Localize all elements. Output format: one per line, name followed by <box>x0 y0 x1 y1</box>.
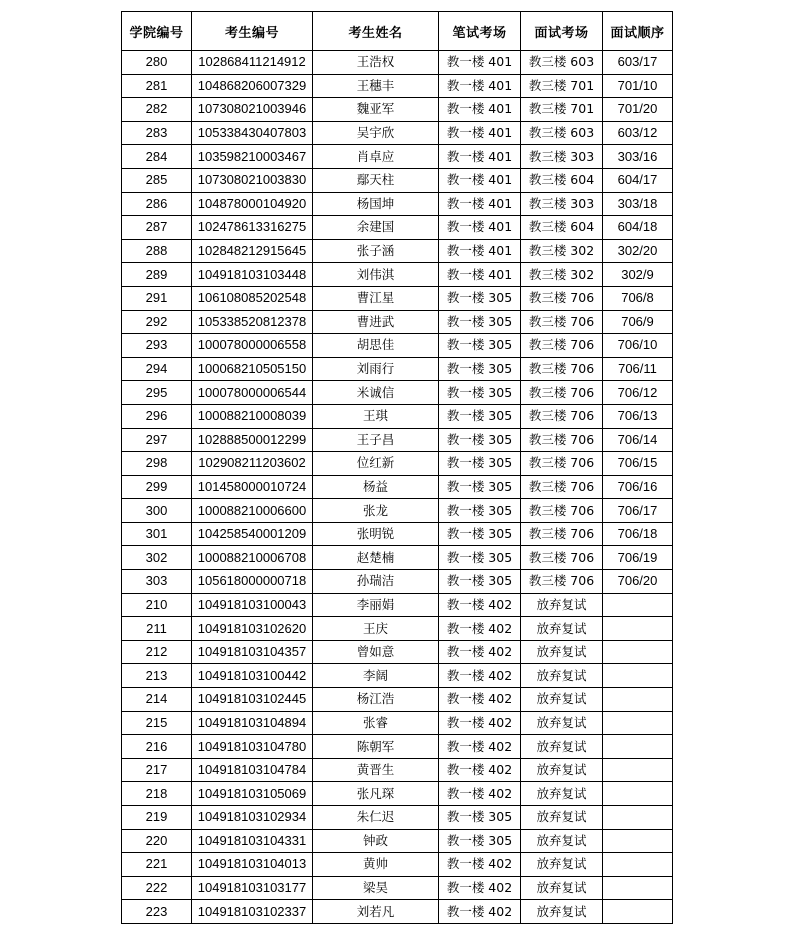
cell-college-id: 303 <box>122 570 192 594</box>
cell-written-exam-room: 教一楼 305 <box>439 286 521 310</box>
cell-interview-order: 603/12 <box>603 121 673 145</box>
cell-candidate-name: 曾如意 <box>313 640 439 664</box>
cell-candidate-name: 孙瑞洁 <box>313 570 439 594</box>
table-row <box>122 452 673 476</box>
cell-written-exam-room: 教一楼 305 <box>439 806 521 830</box>
cell-candidate-id: 104918103104331 <box>192 829 313 853</box>
cell-written-exam-room: 教一楼 401 <box>439 98 521 122</box>
table-row <box>122 51 673 75</box>
cell-candidate-id: 104878000104920 <box>192 192 313 216</box>
cell-college-id: 222 <box>122 876 192 900</box>
cell-interview-order <box>603 688 673 712</box>
exam-schedule-table <box>121 11 673 924</box>
cell-interview-room: 教三楼 706 <box>521 334 603 358</box>
cell-interview-room: 教三楼 706 <box>521 452 603 476</box>
cell-college-id: 212 <box>122 640 192 664</box>
cell-written-exam-room: 教一楼 402 <box>439 617 521 641</box>
cell-college-id: 301 <box>122 522 192 546</box>
cell-interview-room: 放弃复试 <box>521 593 603 617</box>
cell-candidate-id: 104918103102620 <box>192 617 313 641</box>
cell-candidate-name: 吴宇欣 <box>313 121 439 145</box>
cell-candidate-id: 104918103100442 <box>192 664 313 688</box>
table-row <box>122 900 673 924</box>
cell-candidate-name: 李丽娟 <box>313 593 439 617</box>
cell-candidate-name: 黄晋生 <box>313 758 439 782</box>
cell-written-exam-room: 教一楼 402 <box>439 593 521 617</box>
table-row <box>122 522 673 546</box>
cell-college-id: 219 <box>122 806 192 830</box>
cell-candidate-name: 王琪 <box>313 404 439 428</box>
table-row <box>122 168 673 192</box>
cell-college-id: 221 <box>122 853 192 877</box>
cell-interview-room: 放弃复试 <box>521 853 603 877</box>
table-row <box>122 664 673 688</box>
cell-interview-room: 教三楼 706 <box>521 310 603 334</box>
table-row <box>122 310 673 334</box>
cell-candidate-name: 曹进武 <box>313 310 439 334</box>
cell-written-exam-room: 教一楼 401 <box>439 145 521 169</box>
cell-interview-room: 放弃复试 <box>521 806 603 830</box>
table-row <box>122 570 673 594</box>
cell-candidate-id: 104918103102934 <box>192 806 313 830</box>
cell-interview-room: 教三楼 604 <box>521 168 603 192</box>
cell-interview-order: 604/17 <box>603 168 673 192</box>
cell-candidate-name: 魏亚军 <box>313 98 439 122</box>
cell-candidate-name: 余建国 <box>313 216 439 240</box>
cell-candidate-id: 105618000000718 <box>192 570 313 594</box>
table-row <box>122 216 673 240</box>
cell-candidate-name: 刘雨行 <box>313 357 439 381</box>
cell-candidate-name: 米诚信 <box>313 381 439 405</box>
cell-college-id: 218 <box>122 782 192 806</box>
cell-interview-order: 302/20 <box>603 239 673 263</box>
cell-interview-order: 706/16 <box>603 475 673 499</box>
cell-interview-room: 教三楼 706 <box>521 522 603 546</box>
cell-interview-room: 教三楼 302 <box>521 263 603 287</box>
cell-college-id: 280 <box>122 51 192 75</box>
cell-written-exam-room: 教一楼 402 <box>439 876 521 900</box>
cell-interview-room: 放弃复试 <box>521 688 603 712</box>
table-row <box>122 428 673 452</box>
cell-candidate-id: 100088210006600 <box>192 499 313 523</box>
cell-interview-room: 放弃复试 <box>521 876 603 900</box>
cell-interview-order: 706/9 <box>603 310 673 334</box>
cell-college-id: 214 <box>122 688 192 712</box>
cell-candidate-name: 刘若凡 <box>313 900 439 924</box>
table-row <box>122 758 673 782</box>
cell-candidate-id: 102868411214912 <box>192 51 313 75</box>
cell-college-id: 286 <box>122 192 192 216</box>
cell-interview-order <box>603 782 673 806</box>
table-row <box>122 853 673 877</box>
cell-candidate-id: 107308021003830 <box>192 168 313 192</box>
cell-interview-order: 706/18 <box>603 522 673 546</box>
cell-interview-order <box>603 711 673 735</box>
cell-interview-room: 教三楼 706 <box>521 428 603 452</box>
table-row <box>122 876 673 900</box>
cell-college-id: 213 <box>122 664 192 688</box>
cell-college-id: 281 <box>122 74 192 98</box>
cell-college-id: 223 <box>122 900 192 924</box>
cell-interview-order <box>603 664 673 688</box>
cell-candidate-name: 王庆 <box>313 617 439 641</box>
cell-candidate-id: 100088210008039 <box>192 404 313 428</box>
cell-written-exam-room: 教一楼 401 <box>439 168 521 192</box>
cell-interview-room: 教三楼 706 <box>521 475 603 499</box>
cell-candidate-id: 101458000010724 <box>192 475 313 499</box>
cell-written-exam-room: 教一楼 401 <box>439 74 521 98</box>
cell-written-exam-room: 教一楼 402 <box>439 735 521 759</box>
cell-interview-room: 教三楼 706 <box>521 570 603 594</box>
cell-interview-room: 放弃复试 <box>521 900 603 924</box>
cell-written-exam-room: 教一楼 401 <box>439 216 521 240</box>
cell-interview-order: 706/10 <box>603 334 673 358</box>
cell-interview-room: 教三楼 701 <box>521 98 603 122</box>
cell-interview-order: 706/14 <box>603 428 673 452</box>
cell-interview-room: 教三楼 603 <box>521 51 603 75</box>
cell-interview-order <box>603 617 673 641</box>
table-row <box>122 806 673 830</box>
cell-interview-room: 教三楼 706 <box>521 546 603 570</box>
cell-interview-order: 706/20 <box>603 570 673 594</box>
cell-interview-room: 放弃复试 <box>521 617 603 641</box>
table-row <box>122 145 673 169</box>
cell-college-id: 299 <box>122 475 192 499</box>
cell-candidate-name: 梁昊 <box>313 876 439 900</box>
header-college-id: 学院编号 <box>122 12 192 51</box>
cell-written-exam-room: 教一楼 305 <box>439 829 521 853</box>
cell-candidate-name: 张凡琛 <box>313 782 439 806</box>
cell-college-id: 291 <box>122 286 192 310</box>
cell-interview-order: 604/18 <box>603 216 673 240</box>
cell-candidate-name: 张睿 <box>313 711 439 735</box>
cell-written-exam-room: 教一楼 305 <box>439 428 521 452</box>
cell-written-exam-room: 教一楼 305 <box>439 310 521 334</box>
cell-college-id: 211 <box>122 617 192 641</box>
cell-college-id: 210 <box>122 593 192 617</box>
cell-candidate-id: 103598210003467 <box>192 145 313 169</box>
cell-candidate-name: 鄢天柱 <box>313 168 439 192</box>
cell-college-id: 288 <box>122 239 192 263</box>
cell-written-exam-room: 教一楼 305 <box>439 452 521 476</box>
table-row <box>122 98 673 122</box>
header-interview-order: 面试顺序 <box>603 12 673 51</box>
cell-written-exam-room: 教一楼 401 <box>439 239 521 263</box>
cell-candidate-id: 102478613316275 <box>192 216 313 240</box>
cell-candidate-id: 104918103104894 <box>192 711 313 735</box>
cell-written-exam-room: 教一楼 305 <box>439 357 521 381</box>
cell-candidate-id: 105338520812378 <box>192 310 313 334</box>
table-row <box>122 286 673 310</box>
cell-candidate-id: 107308021003946 <box>192 98 313 122</box>
table-row <box>122 688 673 712</box>
cell-college-id: 215 <box>122 711 192 735</box>
cell-interview-order <box>603 876 673 900</box>
cell-college-id: 289 <box>122 263 192 287</box>
table-row <box>122 121 673 145</box>
cell-interview-room: 教三楼 604 <box>521 216 603 240</box>
cell-written-exam-room: 教一楼 402 <box>439 853 521 877</box>
cell-candidate-name: 朱仁迟 <box>313 806 439 830</box>
cell-candidate-name: 黄帅 <box>313 853 439 877</box>
cell-candidate-name: 胡思佳 <box>313 334 439 358</box>
header-row <box>122 12 673 51</box>
cell-candidate-name: 肖卓应 <box>313 145 439 169</box>
cell-written-exam-room: 教一楼 305 <box>439 522 521 546</box>
cell-interview-room: 教三楼 706 <box>521 381 603 405</box>
cell-written-exam-room: 教一楼 305 <box>439 381 521 405</box>
cell-candidate-name: 赵楚楠 <box>313 546 439 570</box>
table-row <box>122 192 673 216</box>
cell-candidate-name: 曹江星 <box>313 286 439 310</box>
cell-written-exam-room: 教一楼 401 <box>439 263 521 287</box>
cell-interview-order: 706/8 <box>603 286 673 310</box>
cell-college-id: 284 <box>122 145 192 169</box>
cell-candidate-id: 106108085202548 <box>192 286 313 310</box>
cell-interview-order <box>603 853 673 877</box>
cell-interview-room: 教三楼 706 <box>521 404 603 428</box>
table-row <box>122 735 673 759</box>
cell-candidate-id: 104918103104357 <box>192 640 313 664</box>
cell-interview-order <box>603 593 673 617</box>
cell-written-exam-room: 教一楼 305 <box>439 404 521 428</box>
cell-college-id: 298 <box>122 452 192 476</box>
cell-interview-room: 放弃复试 <box>521 782 603 806</box>
cell-interview-room: 教三楼 706 <box>521 499 603 523</box>
cell-interview-room: 放弃复试 <box>521 640 603 664</box>
cell-interview-room: 教三楼 303 <box>521 192 603 216</box>
cell-college-id: 283 <box>122 121 192 145</box>
cell-interview-room: 教三楼 706 <box>521 286 603 310</box>
cell-college-id: 300 <box>122 499 192 523</box>
cell-written-exam-room: 教一楼 305 <box>439 546 521 570</box>
table-row <box>122 546 673 570</box>
cell-interview-order <box>603 806 673 830</box>
cell-interview-order: 706/13 <box>603 404 673 428</box>
cell-interview-order: 701/20 <box>603 98 673 122</box>
cell-college-id: 295 <box>122 381 192 405</box>
table-body <box>122 51 673 924</box>
cell-written-exam-room: 教一楼 305 <box>439 475 521 499</box>
cell-candidate-name: 张龙 <box>313 499 439 523</box>
cell-candidate-id: 104918103104013 <box>192 853 313 877</box>
table-row <box>122 239 673 263</box>
cell-written-exam-room: 教一楼 402 <box>439 900 521 924</box>
cell-interview-order: 706/11 <box>603 357 673 381</box>
cell-candidate-id: 102848212915645 <box>192 239 313 263</box>
cell-college-id: 294 <box>122 357 192 381</box>
cell-candidate-id: 105338430407803 <box>192 121 313 145</box>
cell-candidate-id: 100068210505150 <box>192 357 313 381</box>
table-row <box>122 829 673 853</box>
cell-candidate-name: 钟政 <box>313 829 439 853</box>
cell-candidate-id: 100078000006558 <box>192 334 313 358</box>
cell-interview-order: 701/10 <box>603 74 673 98</box>
cell-interview-room: 放弃复试 <box>521 829 603 853</box>
cell-interview-order: 706/19 <box>603 546 673 570</box>
cell-candidate-id: 100088210006708 <box>192 546 313 570</box>
cell-interview-room: 教三楼 302 <box>521 239 603 263</box>
table-row <box>122 711 673 735</box>
table-row <box>122 617 673 641</box>
cell-college-id: 216 <box>122 735 192 759</box>
cell-candidate-id: 104918103102337 <box>192 900 313 924</box>
cell-candidate-name: 杨国坤 <box>313 192 439 216</box>
table-row <box>122 499 673 523</box>
cell-written-exam-room: 教一楼 305 <box>439 334 521 358</box>
header-written-exam-room: 笔试考场 <box>439 12 521 51</box>
cell-candidate-name: 刘伟淇 <box>313 263 439 287</box>
cell-candidate-id: 104918103104784 <box>192 758 313 782</box>
cell-college-id: 217 <box>122 758 192 782</box>
cell-candidate-id: 104918103104780 <box>192 735 313 759</box>
cell-college-id: 292 <box>122 310 192 334</box>
cell-written-exam-room: 教一楼 402 <box>439 640 521 664</box>
cell-written-exam-room: 教一楼 402 <box>439 664 521 688</box>
cell-interview-room: 教三楼 701 <box>521 74 603 98</box>
cell-interview-order: 303/16 <box>603 145 673 169</box>
cell-candidate-id: 104918103103448 <box>192 263 313 287</box>
cell-interview-order <box>603 735 673 759</box>
cell-candidate-name: 李阔 <box>313 664 439 688</box>
cell-interview-order: 706/12 <box>603 381 673 405</box>
cell-written-exam-room: 教一楼 402 <box>439 758 521 782</box>
cell-college-id: 285 <box>122 168 192 192</box>
table-row <box>122 357 673 381</box>
cell-college-id: 302 <box>122 546 192 570</box>
cell-candidate-name: 杨益 <box>313 475 439 499</box>
cell-interview-room: 放弃复试 <box>521 711 603 735</box>
cell-candidate-id: 104258540001209 <box>192 522 313 546</box>
cell-interview-room: 放弃复试 <box>521 664 603 688</box>
cell-interview-order: 706/15 <box>603 452 673 476</box>
cell-candidate-name: 张子涵 <box>313 239 439 263</box>
cell-college-id: 282 <box>122 98 192 122</box>
cell-interview-order <box>603 758 673 782</box>
cell-college-id: 296 <box>122 404 192 428</box>
cell-candidate-name: 位红新 <box>313 452 439 476</box>
cell-written-exam-room: 教一楼 305 <box>439 570 521 594</box>
cell-written-exam-room: 教一楼 401 <box>439 192 521 216</box>
table-row <box>122 640 673 664</box>
cell-interview-order <box>603 900 673 924</box>
cell-interview-room: 放弃复试 <box>521 758 603 782</box>
cell-interview-order: 603/17 <box>603 51 673 75</box>
cell-candidate-id: 102908211203602 <box>192 452 313 476</box>
table-row <box>122 782 673 806</box>
table-row <box>122 334 673 358</box>
cell-written-exam-room: 教一楼 401 <box>439 51 521 75</box>
cell-interview-order: 706/17 <box>603 499 673 523</box>
cell-candidate-id: 104918103105069 <box>192 782 313 806</box>
header-candidate-id: 考生编号 <box>192 12 313 51</box>
cell-interview-room: 教三楼 303 <box>521 145 603 169</box>
cell-college-id: 293 <box>122 334 192 358</box>
table-row <box>122 74 673 98</box>
cell-candidate-name: 陈朝军 <box>313 735 439 759</box>
cell-written-exam-room: 教一楼 402 <box>439 782 521 806</box>
table-row <box>122 381 673 405</box>
cell-candidate-name: 张明锐 <box>313 522 439 546</box>
cell-written-exam-room: 教一楼 305 <box>439 499 521 523</box>
cell-candidate-name: 杨江浩 <box>313 688 439 712</box>
cell-candidate-name: 王子昌 <box>313 428 439 452</box>
cell-college-id: 297 <box>122 428 192 452</box>
table-row <box>122 263 673 287</box>
cell-interview-room: 放弃复试 <box>521 735 603 759</box>
table-row <box>122 593 673 617</box>
cell-interview-order <box>603 829 673 853</box>
cell-written-exam-room: 教一楼 401 <box>439 121 521 145</box>
cell-candidate-id: 100078000006544 <box>192 381 313 405</box>
cell-interview-room: 教三楼 603 <box>521 121 603 145</box>
header-candidate-name: 考生姓名 <box>313 12 439 51</box>
table-row <box>122 404 673 428</box>
table-row <box>122 475 673 499</box>
cell-interview-order: 303/18 <box>603 192 673 216</box>
cell-candidate-name: 王浩权 <box>313 51 439 75</box>
cell-candidate-id: 102888500012299 <box>192 428 313 452</box>
cell-written-exam-room: 教一楼 402 <box>439 688 521 712</box>
cell-college-id: 220 <box>122 829 192 853</box>
header-interview-room: 面试考场 <box>521 12 603 51</box>
cell-college-id: 287 <box>122 216 192 240</box>
cell-candidate-id: 104918103100043 <box>192 593 313 617</box>
cell-interview-order <box>603 640 673 664</box>
cell-candidate-name: 王穗丰 <box>313 74 439 98</box>
cell-candidate-id: 104868206007329 <box>192 74 313 98</box>
cell-candidate-id: 104918103102445 <box>192 688 313 712</box>
cell-interview-room: 教三楼 706 <box>521 357 603 381</box>
cell-interview-order: 302/9 <box>603 263 673 287</box>
cell-written-exam-room: 教一楼 402 <box>439 711 521 735</box>
cell-candidate-id: 104918103103177 <box>192 876 313 900</box>
